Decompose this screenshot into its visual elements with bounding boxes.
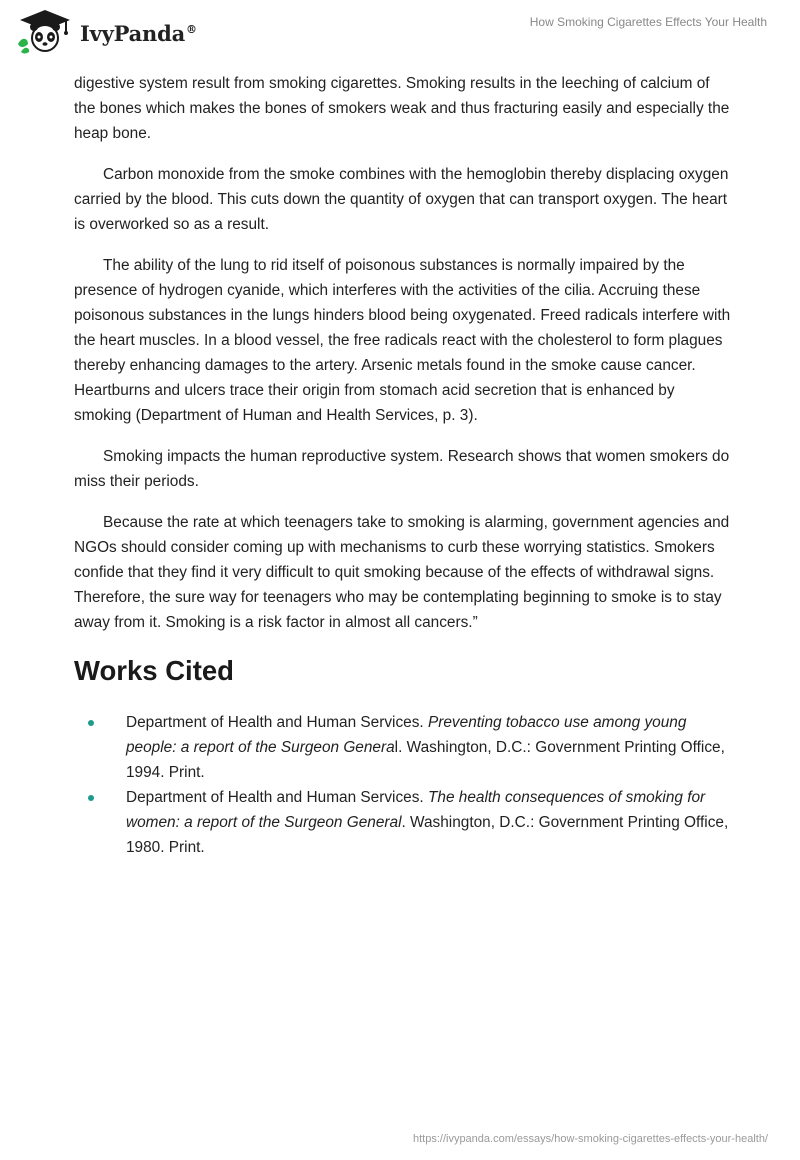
source-url[interactable]: https://ivypanda.com/essays/how-smoking-cigarettes-effects-your-health/ <box>412 1133 768 1145</box>
paragraph: digestive system result from smoking cigarettes. Smoking results in the leeching of calcium of the bones which makes the bones of smokers weak and thus fracturing easily and especially the heap bone. <box>74 75 730 142</box>
paragraph: The ability of the lung to rid itself of poisonous substances is normally impaired by the presence of hydrogen cyanide, which interferes with the activities of the cilia. Accruing these poisonous substances in the lungs hinders blood being oxygenated. Freed radicals interfere with the heart muscles. In a blood vessel, the free radicals react with the cholesterol to form plagues thereby enhancing damages to the artery. Arsenic metals found in the smoke cause cancer. Heartburns and ulcers trace their origin from stomach acid secretion that is enhanced by smoking (Department of Human and Health Services, p. 3). <box>74 257 731 424</box>
works-cited-heading: Works Cited <box>74 655 234 686</box>
citation-author: Department of Health and Human Services. <box>126 789 428 806</box>
bullet-icon <box>88 795 94 801</box>
brand-name: IvyPanda® <box>80 20 197 46</box>
citation-publication: l. Washington, D.C.: Government Printing Office, 1994. Print. <box>126 739 725 781</box>
citation-item <box>74 785 734 860</box>
bullet-icon <box>88 720 94 726</box>
page-header <box>0 0 800 70</box>
works-cited-list <box>74 710 734 860</box>
citation-publication: . Washington, D.C.: Government Printing Office, 1980. Print. <box>126 814 729 856</box>
citation-title: The health consequences of smoking for women: a report of the Surgeon General <box>126 789 706 831</box>
ivypanda-logo[interactable] <box>14 8 197 54</box>
panda-graduate-icon <box>14 8 76 54</box>
registered-mark: ® <box>186 22 197 36</box>
paragraph: Because the rate at which teenagers take to smoking is alarming, government agencies and NGOs should consider coming up with mechanisms to curb these worrying statistics. Smokers confide that they find it very difficult to quit smoking because of the effects of withdrawal signs. Therefore, the sure way for teenagers who may be contemplating beginning to smoke is to stay away from it. Smoking is a risk factor in almost all cancers.” <box>74 514 730 631</box>
paragraph: Carbon monoxide from the smoke combines with the hemoglobin thereby displacing oxygen carried by the blood. This cuts down the quantity of oxygen that can transport oxygen. The heart is overworked so as a result. <box>74 166 729 233</box>
citation-author: Department of Health and Human Services. <box>126 714 428 731</box>
page-title: How Smoking Cigarettes Effects Your Health <box>529 15 767 29</box>
citation-title: Preventing tobacco use among young people: a report of the Surgeon Genera <box>126 714 687 756</box>
citation-item <box>74 710 734 785</box>
essay-content <box>74 71 734 860</box>
paragraph: Smoking impacts the human reproductive system. Research shows that women smokers do miss their periods. <box>74 448 730 490</box>
